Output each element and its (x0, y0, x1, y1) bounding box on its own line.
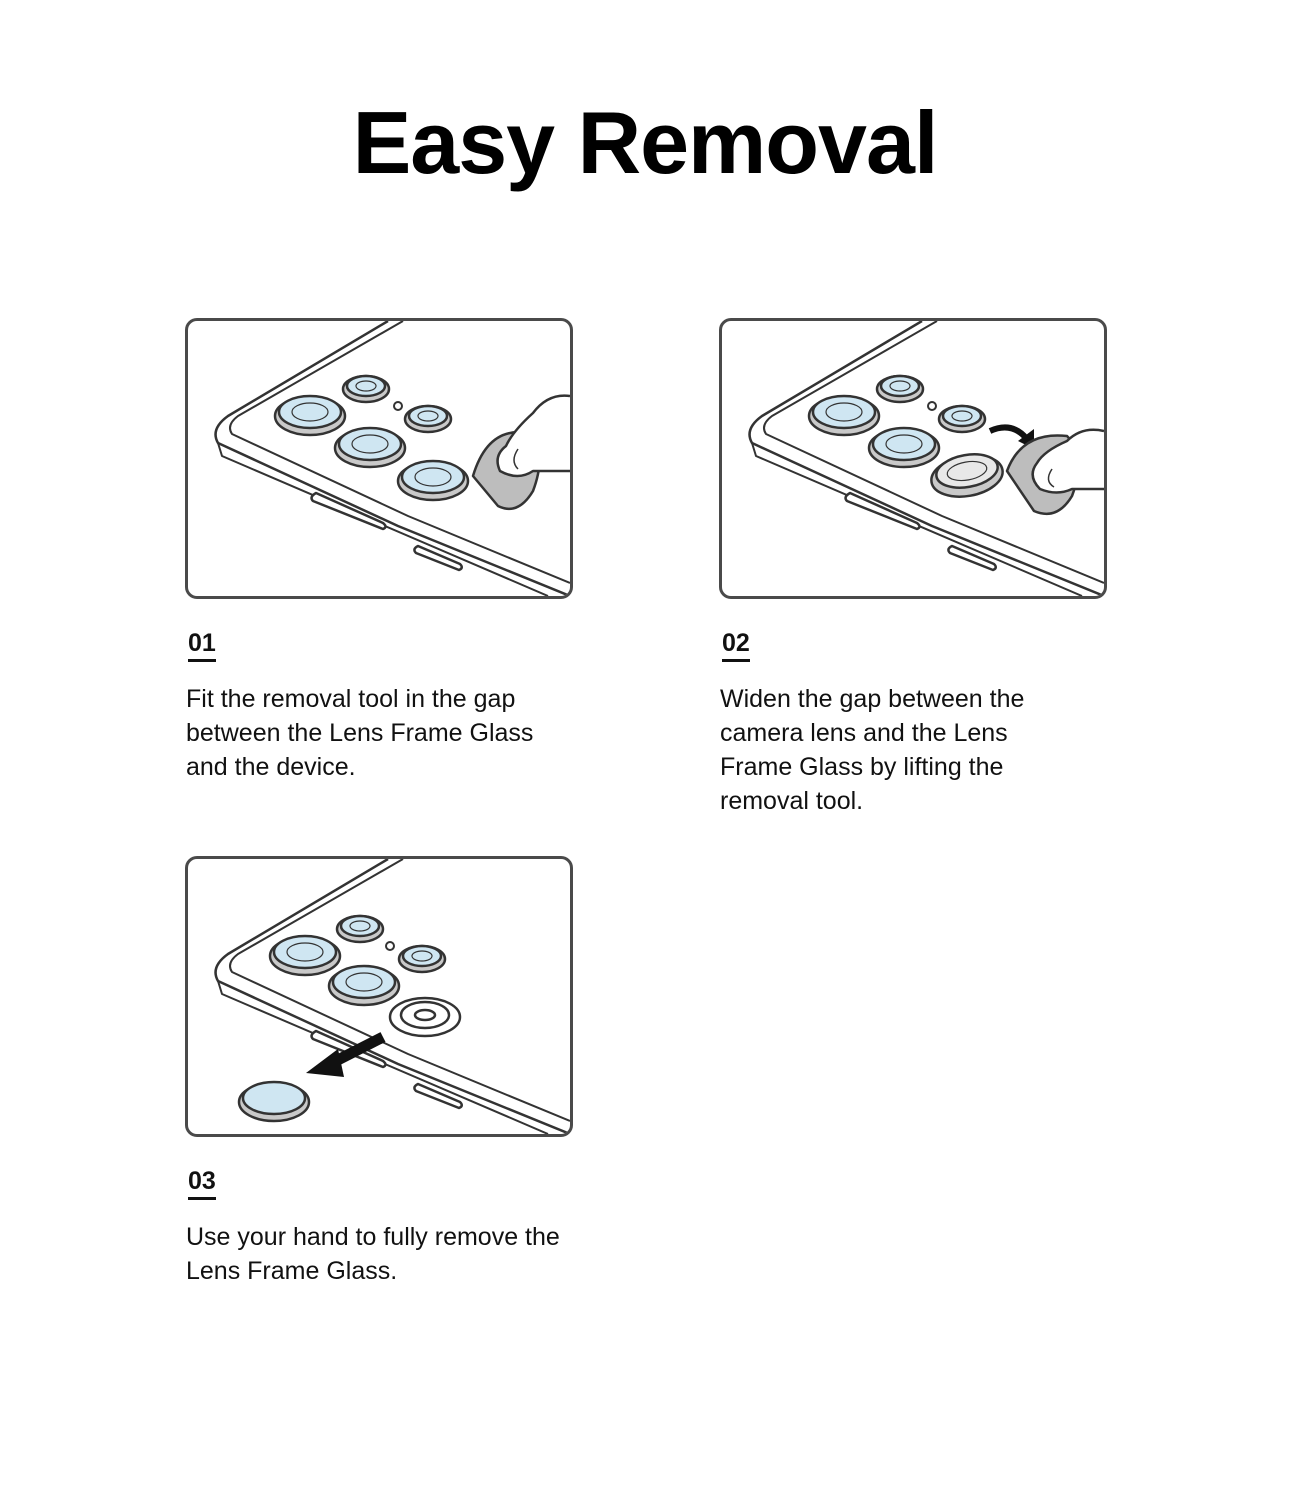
phone-lens-removed-illustration (188, 859, 570, 1134)
page-title: Easy Removal (352, 93, 938, 192)
step-number: 01 (188, 630, 216, 662)
step-description: Widen the gap between the camera lens and the Lens Frame Glass by lifting the removal tool. (720, 685, 1025, 815)
step-description: Fit the removal tool in the gap between the Lens Frame Glass and the device. (186, 685, 534, 781)
step-02 (719, 318, 1107, 818)
step-number: 02 (722, 630, 750, 662)
phone-lens-tool-insert-illustration (188, 321, 570, 596)
step-01-illustration-frame (185, 318, 573, 599)
step-description: Use your hand to fully remove the Lens Frame Glass. (186, 1223, 560, 1285)
step-01 (185, 318, 573, 784)
step-03 (185, 856, 573, 1288)
step-number: 03 (188, 1168, 216, 1200)
phone-lens-tool-lift-illustration (722, 321, 1104, 596)
step-03-illustration-frame (185, 856, 573, 1137)
step-02-illustration-frame (719, 318, 1107, 599)
